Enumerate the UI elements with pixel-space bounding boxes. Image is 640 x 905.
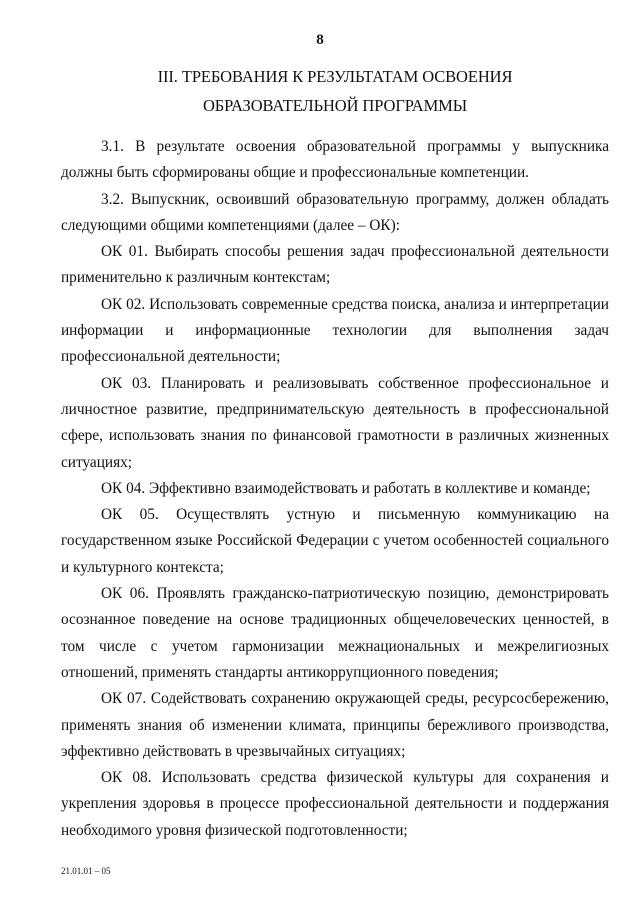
- competency-ok-01: ОК 01. Выбирать способы решения задач профессиональной деятельности применительно к различным контекстам;: [61, 243, 609, 287]
- section-title: III. ТРЕБОВАНИЯ К РЕЗУЛЬТАТАМ ОСВОЕНИЯ ОБРАЗОВАТЕЛЬНОЙ ПРОГРАММЫ: [157, 67, 513, 115]
- competency-ok-02: ОК 02. Использовать современные средства поиска, анализа и интерпретации информации и информационные технологии для выполнения задач профессиональной деятельности;: [61, 295, 609, 366]
- document-body: [61, 134, 609, 844]
- competency-ok-04: ОК 04. Эффективно взаимодействовать и работать в коллективе и команде;: [101, 479, 591, 497]
- paragraph-3-1: 3.1. В результате освоения образовательной программы у выпускника должны быть сформированы общие и профессиональные компетенции.: [61, 138, 609, 182]
- paragraph-3-2: 3.2. Выпускник, освоивший образовательную программу, должен обладать следующими общими компетенциями (далее – ОК):: [61, 190, 609, 234]
- competency-ok-07: ОК 07. Содействовать сохранению окружающей среды, ресурсосбережению, применять знания об изменении климата, принципы бережливого производства, эффективно действовать в чрезвычайных ситуациях;: [61, 690, 609, 760]
- competency-ok-06: ОК 06. Проявлять гражданско-патриотическую позицию, демонстрировать осознанное поведение на основе традиционных общечеловеческих ценностей, в том числе с учетом гармонизации межнациональных и межрелигиозных отношений, применять стандарты антикоррупционного поведения;: [61, 585, 609, 681]
- competency-ok-05: ОК 05. Осуществлять устную и письменную коммуникацию на государственном языке Российской Федерации с учетом особенностей социального и культурного контекста;: [61, 506, 609, 576]
- competency-ok-03: ОК 03. Планировать и реализовывать собственное профессиональное и личностное развитие, предпринимательскую деятельность в профессиональной сфере, использовать знания по финансовой грамотности в различных жизненных ситуациях;: [61, 374, 609, 471]
- document-code-footer: 21.01.01 – 05: [61, 866, 111, 876]
- competency-ok-08: ОК 08. Использовать средства физической культуры для сохранения и укрепления здоровья в процессе профессиональной деятельности и поддержания необходимого уровня физической подготовленности;: [61, 769, 609, 839]
- page-number: 8: [316, 32, 324, 48]
